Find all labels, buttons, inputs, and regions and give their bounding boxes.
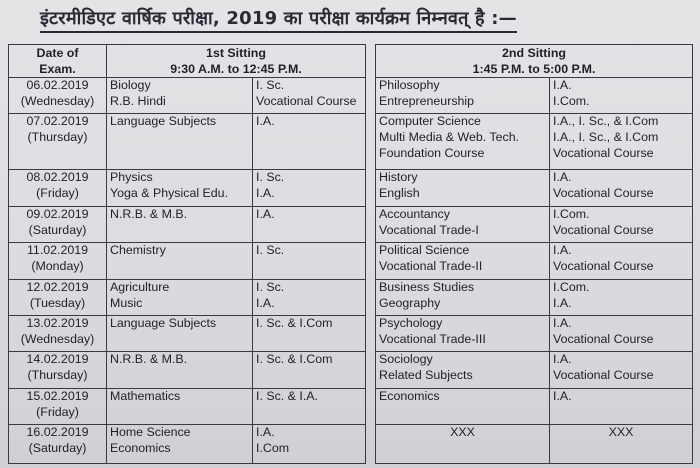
cell-line: Vocational Course [553, 368, 654, 383]
cell-line: Music [110, 295, 143, 310]
exam-day: (Saturday) [28, 441, 87, 456]
first-sitting-subject-cell [107, 388, 253, 424]
cell-line: Vocational Course [553, 332, 654, 347]
cell-line: XXX [450, 425, 475, 440]
exam-date: 16.02.2019 [26, 425, 89, 440]
second-sitting-stream-cell [550, 316, 693, 352]
exam-date: 09.02.2019 [26, 206, 89, 221]
cell-line: I. Sc. [256, 78, 285, 92]
second-sitting-subject-cell [376, 388, 550, 424]
cell-line: Entrepreneurship [379, 94, 475, 108]
second-sitting-stream-cell [550, 78, 693, 114]
second-sitting-stream-cell [550, 425, 693, 464]
exam-date-cell [9, 206, 107, 242]
exam-date-cell [9, 279, 107, 315]
cell-line: I.Com. [553, 206, 590, 221]
table-row [9, 114, 693, 170]
first-sitting-subject-cell [107, 279, 253, 315]
first-sitting-subject-cell [107, 243, 253, 279]
cell-line: Vocational Course [256, 94, 357, 108]
cell-line: I. Sc. & I.Com [256, 352, 333, 367]
second-sitting-stream-cell [550, 114, 693, 170]
exam-schedule-table [8, 44, 693, 464]
exam-day: (Friday) [36, 404, 79, 419]
cell-line: I. Sc. & I.A. [256, 388, 318, 403]
first-sitting-stream-cell [253, 170, 366, 206]
exam-day: (Wednesday) [20, 332, 95, 347]
column-gap [366, 78, 376, 114]
exam-day: (Wednesday) [20, 94, 95, 108]
exam-date-cell [9, 243, 107, 279]
second-sitting-stream-cell [550, 352, 693, 388]
cell-line: I.A. [553, 170, 572, 185]
table-row [9, 425, 693, 464]
column-gap [366, 388, 376, 424]
second-sitting-subject-cell [376, 352, 550, 388]
table-row [9, 206, 693, 242]
column-gap [366, 243, 376, 279]
cell-line: Vocational Course [553, 186, 654, 201]
cell-line: XXX [608, 425, 634, 440]
second-sitting-subject-cell [376, 316, 550, 352]
cell-line: I. Sc. & I.Com [256, 316, 333, 331]
first-sitting-stream-cell [253, 388, 366, 424]
exam-day: (Thursday) [27, 368, 88, 383]
first-sitting-stream-cell [253, 78, 366, 114]
exam-date: 07.02.2019 [26, 114, 89, 129]
cell-line: Psychology [379, 316, 443, 331]
cell-line: I.A. [256, 425, 275, 440]
cell-line: Vocational Trade-I [379, 222, 479, 237]
table-row [9, 279, 693, 315]
exam-day: (Thursday) [27, 130, 88, 145]
cell-line: I.A. [553, 388, 572, 403]
exam-date: 11.02.2019 [26, 243, 89, 258]
table-row [9, 316, 693, 352]
table-row [9, 170, 693, 206]
first-sitting-subject-cell [107, 352, 253, 388]
exam-date: 12.02.2019 [26, 279, 89, 294]
column-gap [366, 279, 376, 315]
column-gap [366, 425, 376, 464]
column-gap [366, 45, 376, 78]
cell-line: Geography [379, 295, 441, 310]
cell-line: R.B. Hindi [110, 94, 166, 108]
cell-line: Philosophy [379, 78, 440, 92]
second-sitting-stream-cell [550, 243, 693, 279]
cell-line: Computer Science [379, 114, 481, 129]
cell-line: I.A., I. Sc., & I.Com [553, 114, 659, 129]
first-sitting-stream-cell [253, 316, 366, 352]
second-sitting-subject-cell [376, 279, 550, 315]
cell-line: Economics [110, 441, 171, 456]
cell-line: Agriculture [110, 279, 170, 294]
first-sitting-subject-cell [107, 114, 253, 170]
cell-line: I.Com. [553, 279, 590, 294]
column-gap [366, 114, 376, 170]
exam-date-cell [9, 170, 107, 206]
first-sitting-subject-cell [107, 78, 253, 114]
second-sitting-stream-cell [550, 388, 693, 424]
table-header-row [9, 45, 693, 78]
first-sitting-subject-cell [107, 425, 253, 464]
cell-line: I.A. [553, 316, 572, 331]
exam-date-cell [9, 352, 107, 388]
cell-line: I.A. [553, 78, 572, 92]
column-gap [366, 316, 376, 352]
table-row [9, 78, 693, 114]
cell-line: Accountancy [379, 206, 450, 221]
cell-line: I.A. [553, 243, 572, 258]
first-sitting-subject-cell [107, 316, 253, 352]
cell-line: Home Science [110, 425, 191, 440]
cell-line: Biology [110, 78, 151, 92]
cell-line: I.Com [256, 441, 290, 456]
exam-date-cell [9, 78, 107, 114]
cell-line: Political Science [379, 243, 470, 258]
exam-date-cell [9, 316, 107, 352]
cell-line: I. Sc. [256, 170, 285, 185]
cell-line: Physics [110, 170, 153, 185]
cell-line: Sociology [379, 352, 433, 367]
cell-line: Vocational Trade-II [379, 259, 483, 274]
exam-day: (Friday) [36, 186, 79, 201]
exam-day: (Tuesday) [29, 295, 86, 310]
column-gap [366, 352, 376, 388]
first-sitting-header: 1st Sitting 9:30 A.M. to 12:45 P.M. [107, 45, 366, 78]
exam-date: 08.02.2019 [26, 170, 89, 185]
first-sitting-stream-cell [253, 206, 366, 242]
second-sitting-subject-cell [376, 425, 550, 464]
column-gap [366, 170, 376, 206]
cell-line: Related Subjects [379, 368, 473, 383]
exam-date: 13.02.2019 [26, 316, 89, 331]
second-sitting-subject-cell [376, 170, 550, 206]
first-sitting-subject-cell [107, 206, 253, 242]
cell-line: I.A., I. Sc., & I.Com [553, 130, 659, 145]
first-sitting-stream-cell [253, 114, 366, 170]
cell-line: N.R.B. & M.B. [110, 206, 188, 221]
exam-date-cell [9, 388, 107, 424]
exam-date-cell [9, 425, 107, 464]
cell-line: I.A. [256, 295, 275, 310]
cell-line: Economics [379, 388, 440, 403]
cell-line: Language Subjects [110, 316, 217, 331]
table-row [9, 388, 693, 424]
cell-line: Chemistry [110, 243, 166, 258]
cell-line: Mathematics [110, 388, 181, 403]
cell-line: I.A. [553, 295, 572, 310]
first-sitting-subject-cell [107, 170, 253, 206]
second-sitting-subject-cell [376, 78, 550, 114]
second-sitting-stream-cell [550, 170, 693, 206]
date-column-header: Date of Exam. [9, 45, 107, 78]
first-sitting-stream-cell [253, 425, 366, 464]
second-sitting-subject-cell [376, 114, 550, 170]
cell-line: English [379, 186, 420, 201]
column-gap [366, 206, 376, 242]
cell-line: I.A. [256, 186, 275, 201]
table-row [9, 243, 693, 279]
cell-line: Language Subjects [110, 114, 217, 129]
exam-date: 14.02.2019 [26, 352, 89, 367]
first-sitting-stream-cell [253, 279, 366, 315]
cell-line: Foundation Course [379, 146, 485, 161]
cell-line: Vocational Trade-III [379, 332, 486, 347]
cell-line: I. Sc. [256, 279, 285, 294]
cell-line: I.A. [256, 114, 275, 129]
first-sitting-stream-cell [253, 243, 366, 279]
cell-line: Vocational Course [553, 222, 654, 237]
exam-date: 06.02.2019 [26, 78, 89, 92]
cell-line: History [379, 170, 418, 185]
second-sitting-subject-cell [376, 206, 550, 242]
schedule-heading: इंटरमीडिएट वार्षिक परीक्षा, 2019 का परीक्षा कार्यक्रम निम्नवत् है :— [40, 6, 517, 33]
cell-line: I. Sc. [256, 243, 285, 258]
cell-line: Yoga & Physical Edu. [110, 186, 229, 201]
second-sitting-header: 2nd Sitting 1:45 P.M. to 5:00 P.M. [376, 45, 693, 78]
exam-day: (Saturday) [28, 222, 87, 237]
exam-date-cell [9, 114, 107, 170]
cell-line: Vocational Course [553, 259, 654, 274]
second-sitting-stream-cell [550, 206, 693, 242]
exam-day: (Monday) [31, 259, 84, 274]
cell-line: I.A. [553, 352, 572, 367]
cell-line: Business Studies [379, 279, 475, 294]
cell-line: I.A. [256, 206, 275, 221]
second-sitting-stream-cell [550, 279, 693, 315]
cell-line: Multi Media & Web. Tech. [379, 130, 520, 145]
cell-line: N.R.B. & M.B. [110, 352, 188, 367]
exam-date: 15.02.2019 [26, 388, 89, 403]
first-sitting-stream-cell [253, 352, 366, 388]
second-sitting-subject-cell [376, 243, 550, 279]
table-row [9, 352, 693, 388]
cell-line: Vocational Course [553, 146, 654, 161]
cell-line: I.Com. [553, 94, 590, 108]
